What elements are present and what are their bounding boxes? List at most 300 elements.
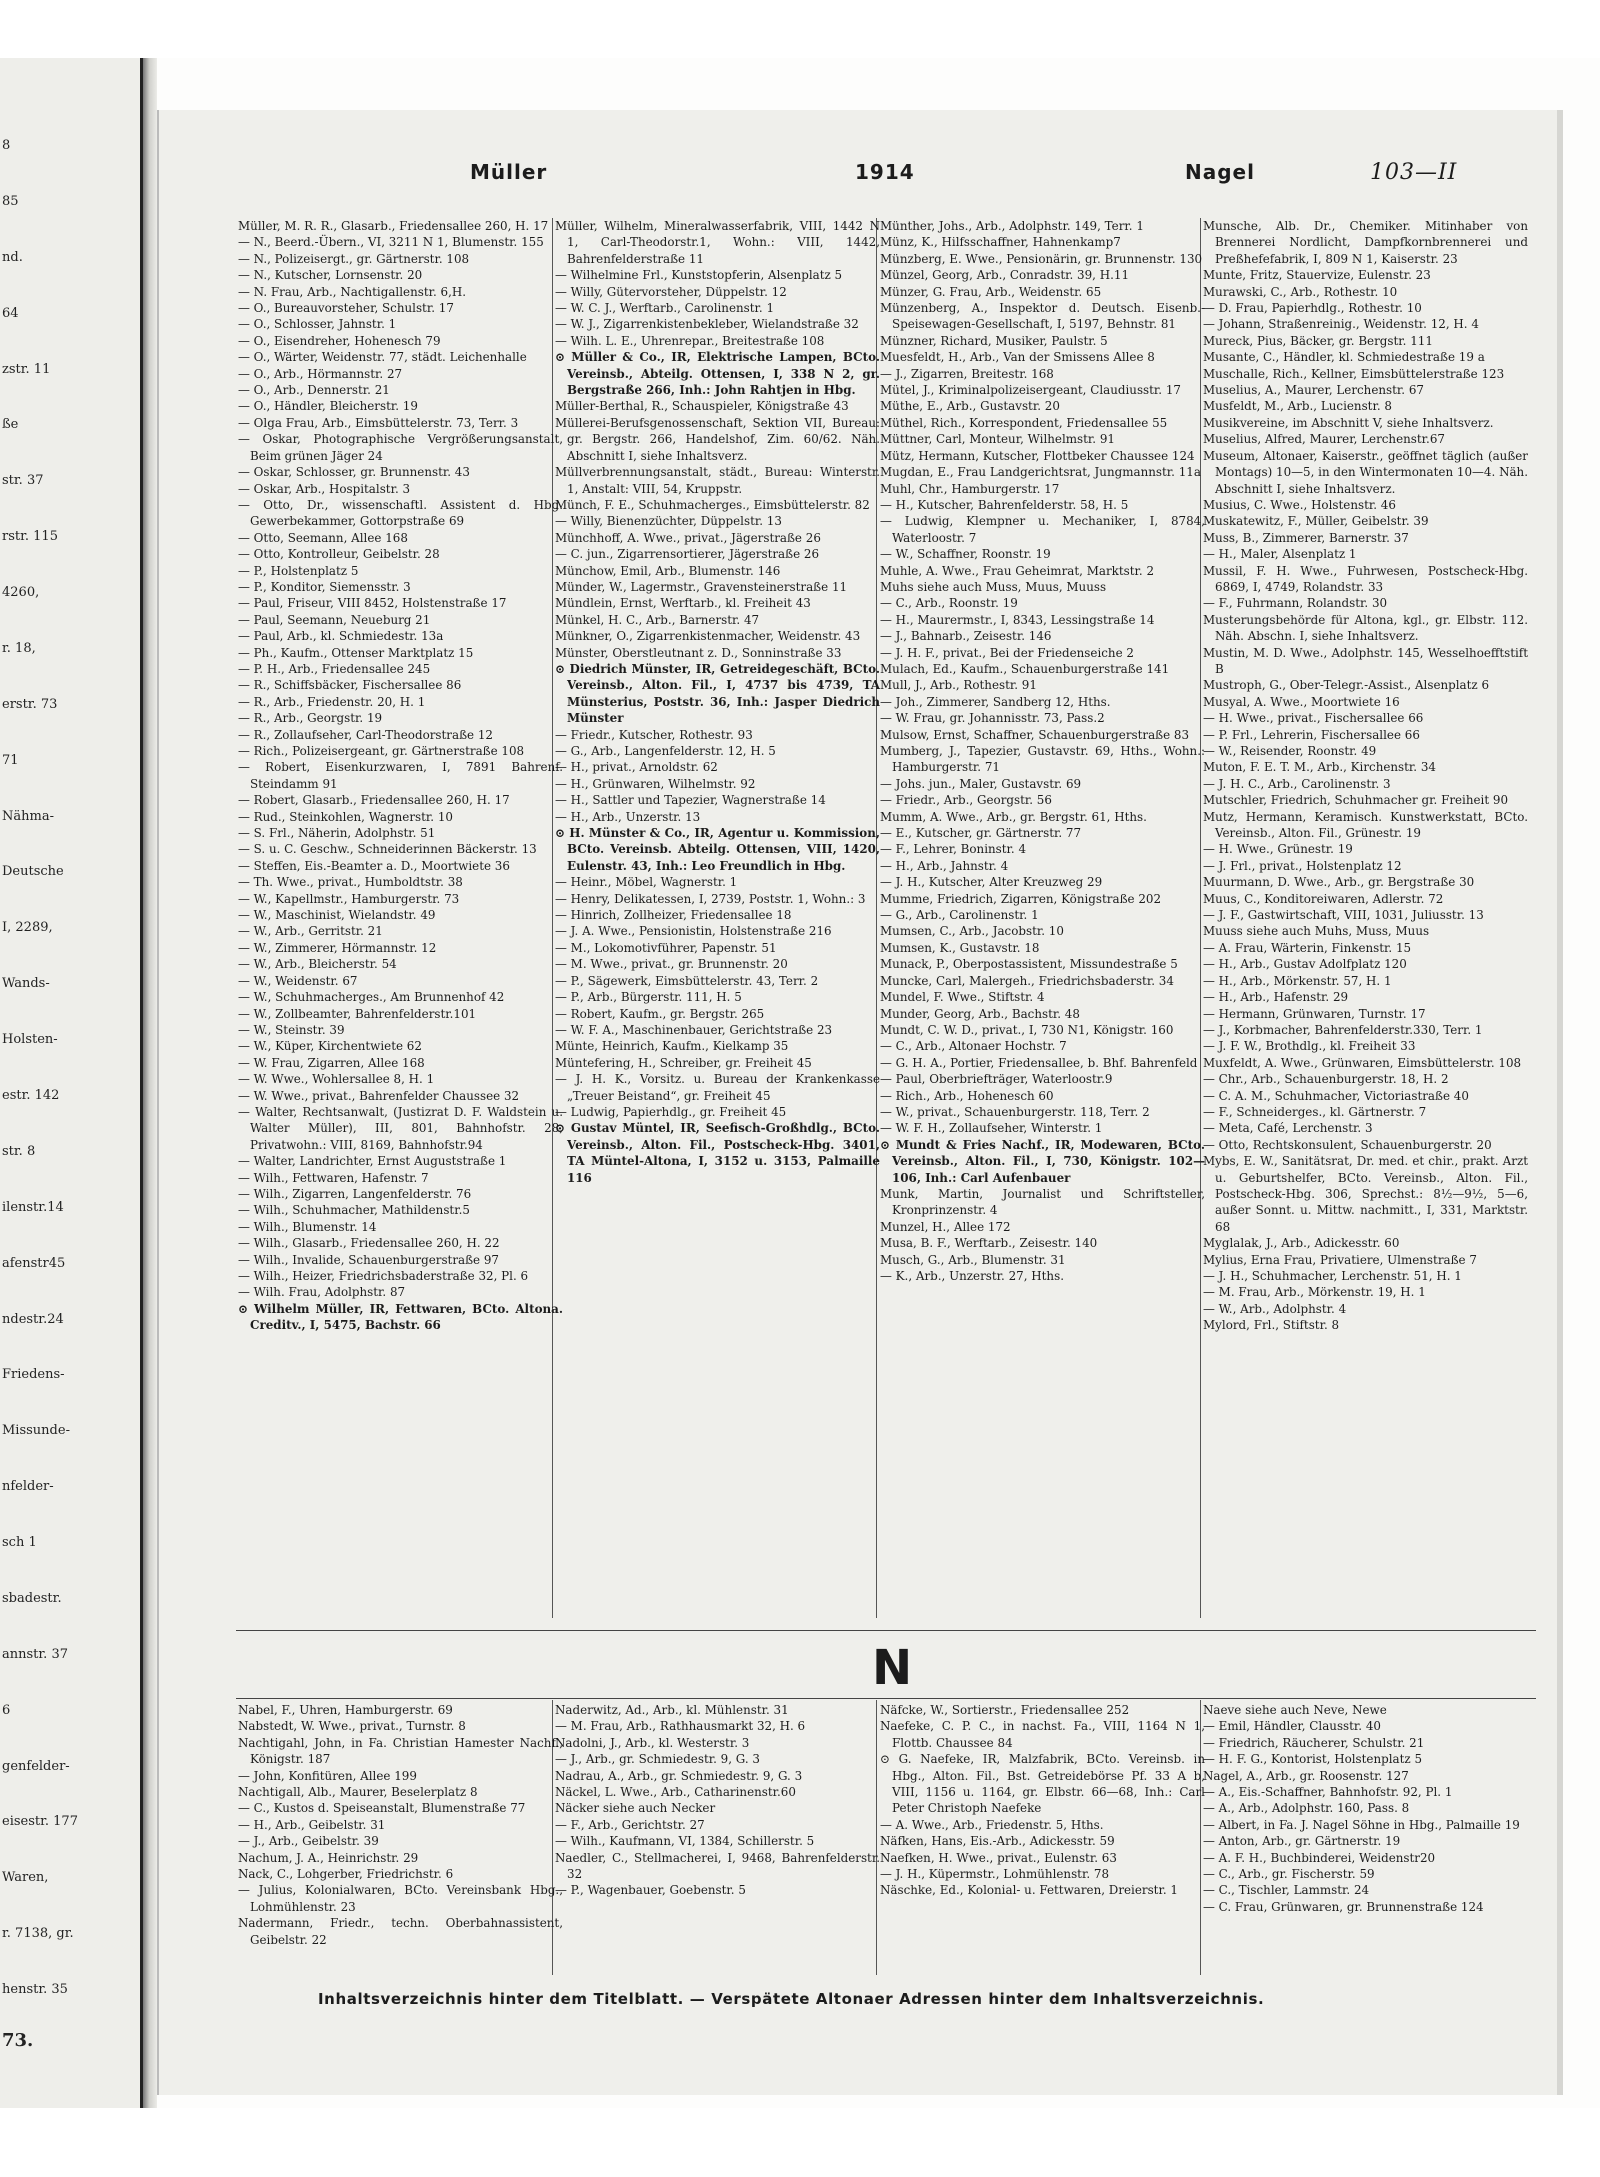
directory-entry: Muncke, Carl, Malergeh., Friedrichsbaderstr. 34 <box>880 973 1174 988</box>
directory-entry: — W., Zollbeamter, Bahrenfelderstr.101 <box>238 1006 477 1021</box>
directory-entry: — Oskar, Schlosser, gr. Brunnenstr. 43 <box>238 465 470 480</box>
directory-entry: — Anton, Arb., gr. Gärtnerstr. 19 <box>1203 1834 1401 1849</box>
directory-entry: Mustroph, G., Ober-Telegr.-Assist., Alsenplatz 6 <box>1203 678 1490 693</box>
directory-entry: — Steffen, Eis.-Beamter a. D., Moortwiete 36 <box>238 858 510 873</box>
directory-entry: — W. Wwe., Wohlersallee 8, H. 1 <box>238 1072 435 1087</box>
directory-entry: — P., Wagenbauer, Goebenstr. 5 <box>555 1883 746 1898</box>
directory-entry: Müller-Berthal, R., Schauspieler, Königstraße 43 <box>555 399 849 414</box>
directory-entry: Munk, Martin, Journalist und Schriftsteller, Kronprinzenstr. 4 <box>880 1186 1205 1218</box>
directory-entry: Nabel, F., Uhren, Hamburgerstr. 69 <box>238 1703 453 1717</box>
directory-entry: — Rich., Arb., Hohenesch 60 <box>880 1088 1054 1103</box>
directory-entry: — Wilh., Fettwaren, Hafenstr. 7 <box>238 1170 429 1185</box>
directory-entry: — S. u. C. Geschw., Schneiderinnen Bäckerstr. 13 <box>238 842 537 857</box>
running-head-year: 1914 <box>855 160 915 184</box>
directory-entry: — A., Eis.-Schaffner, Bahnhofstr. 92, Pl. 1 <box>1203 1785 1453 1800</box>
directory-entry: Muhl, Chr., Hamburgerstr. 17 <box>880 481 1060 496</box>
directory-entry: Naefken, H. Wwe., privat., Eulenstr. 63 <box>880 1850 1117 1865</box>
directory-entry: — Wilh., Zigarren, Langenfelderstr. 76 <box>238 1186 472 1201</box>
previous-page-text: eisestr. 177 <box>2 1814 78 1830</box>
directory-entry: Münzenberg, A., Inspektor d. Deutsch. Eisenb.-Speisewagen-Gesellschaft, I, 5197, Behnstr. 81 <box>880 301 1205 332</box>
directory-entry: Münther, Johs., Arb., Adolphstr. 149, Terr. 1 <box>880 219 1144 233</box>
directory-entry: Münzel, Georg, Arb., Conradstr. 39, H.11 <box>880 268 1130 283</box>
directory-entry: Münzner, Richard, Musiker, Paulstr. 5 <box>880 333 1108 348</box>
previous-page-text: ße <box>2 417 19 433</box>
directory-entry: — W., Steinstr. 39 <box>238 1022 345 1037</box>
directory-entry: — H., Arb., Jahnstr. 4 <box>880 858 1009 873</box>
directory-entry: — M. Frau, Arb., Mörkenstr. 19, H. 1 <box>1203 1285 1426 1300</box>
directory-entry: — J. H., Schuhmacher, Lerchenstr. 51, H. 1 <box>1203 1269 1462 1283</box>
previous-page-text: Nähma- <box>2 808 54 824</box>
directory-entry: Mulsow, Ernst, Schaffner, Schauenburgerstraße 83 <box>880 727 1190 742</box>
directory-entry: — Wilh., Blumenstr. 14 <box>238 1219 377 1234</box>
directory-entry: — H., Arb., Mörkenstr. 57, H. 1 <box>1203 973 1392 988</box>
directory-entry: — W., Zimmerer, Hörmannstr. 12 <box>238 940 437 955</box>
previous-page-text: 85 <box>2 193 19 209</box>
directory-entry: — Wilh., Heizer, Friedrichsbaderstraße 32, Pl. 6 <box>238 1269 529 1283</box>
previous-page-text: Wands- <box>2 976 50 992</box>
directory-entry: Mylord, Frl., Stiftstr. 8 <box>1203 1318 1340 1333</box>
directory-entry: — H. F. G., Kontorist, Holstenplatz 5 <box>1203 1752 1423 1767</box>
directory-entry: Naeve siehe auch Neve, Newe <box>1203 1703 1387 1717</box>
directory-entry: — Robert, Eisenkurzwaren, I, 7891 Bahrenf. Steindamm 91 <box>238 760 563 791</box>
directory-entry: — R., Arb., Friedenstr. 20, H. 1 <box>238 694 426 709</box>
directory-entry: — J., Arb., Geibelstr. 39 <box>238 1834 379 1849</box>
directory-entry: — Otto, Dr., wissenschaftl. Assistent d. Hbg. Gewerbekammer, Gottorpstraße 69 <box>238 497 563 529</box>
directory-entry: Munsche, Alb. Dr., Chemiker. Mitinhaber von Brennerei Nordlicht, Dampfkornbrennerei und Preßhefefabrik, I, 809 N 1, Kaiserstr. 23 <box>1203 219 1528 266</box>
directory-entry: — H., Arb., Hafenstr. 29 <box>1203 990 1349 1005</box>
previous-page-text: Missunde- <box>2 1423 70 1439</box>
directory-entry: ⊙ G. Naefeke, IR, Malzfabrik, BCto. Vereinsb. in Hbg., Alton. Fil., Bst. Getreidebörse Pf. 33 A b, VIII, 1156 u. 1164, gr. Elbstr. 66—68, Inh.: Carl Peter Christoph Naefeke <box>880 1752 1205 1816</box>
directory-entry: Muselius, Alfred, Maurer, Lerchenstr.67 <box>1203 432 1445 447</box>
directory-entry: — Chr., Arb., Schauenburgerstr. 18, H. 2 <box>1203 1072 1449 1087</box>
directory-entry: — John, Konfitüren, Allee 199 <box>238 1768 417 1783</box>
directory-entry: — W., Küper, Kirchentwiete 62 <box>238 1039 422 1054</box>
directory-entry: — W., Arb., Bleicherstr. 54 <box>238 957 397 972</box>
directory-entry: — Otto, Kontrolleur, Geibelstr. 28 <box>238 547 440 562</box>
previous-page-text: Holsten- <box>2 1032 58 1048</box>
directory-entry: — W. C. J., Werftarb., Carolinenstr. 1 <box>555 301 775 316</box>
directory-column-4 <box>1203 218 1528 1334</box>
previous-page-text: Friedens- <box>2 1367 65 1383</box>
directory-entry: — Willy, Bienenzüchter, Düppelstr. 13 <box>555 514 782 529</box>
directory-entry: ⊙ Diedrich Münster, IR, Getreidegeschäft, BCto. Vereinsb., Alton. Fil., I, 4737 bis 4739, TA Münsterius, Poststr. 36, Inh.: Jasper Diedrich Münster <box>555 661 880 726</box>
section-divider <box>236 1630 1536 1631</box>
directory-entry: — D. Frau, Papierhdlg., Rothestr. 10 <box>1203 301 1422 316</box>
directory-entry: — W., Arb., Gerritstr. 21 <box>238 924 383 939</box>
directory-entry: Musius, C. Wwe., Holstenstr. 46 <box>1203 497 1396 512</box>
previous-page-text: sch 1 <box>2 1535 37 1551</box>
directory-entry: — F., Schneiderges., kl. Gärtnerstr. 7 <box>1203 1104 1427 1119</box>
directory-entry: — W., Arb., Adolphstr. 4 <box>1203 1301 1347 1316</box>
directory-entry: Näschke, Ed., Kolonial- u. Fettwaren, Dreierstr. 1 <box>880 1883 1178 1898</box>
directory-entry: Naedler, C., Stellmacherei, I, 9468, Bahrenfelderstr. 32 <box>555 1850 880 1882</box>
directory-entry: Munte, Fritz, Stauervize, Eulenstr. 23 <box>1203 268 1431 283</box>
directory-entry: — W. Frau, Zigarren, Allee 168 <box>238 1055 425 1070</box>
directory-entry: Mündlein, Ernst, Werftarb., kl. Freiheit 43 <box>555 596 811 611</box>
directory-entry: — S. Frl., Näherin, Adolphstr. 51 <box>238 826 436 841</box>
directory-entry: — O., Arb., Dennerstr. 21 <box>238 383 390 398</box>
directory-entry: — F., Lehrer, Boninstr. 4 <box>880 842 1027 857</box>
previous-page-text: rstr. 115 <box>2 529 58 545</box>
directory-entry: Mumsen, C., Arb., Jacobstr. 10 <box>880 924 1064 939</box>
directory-entry: — Ludwig, Papierhdlg., gr. Freiheit 45 <box>555 1104 787 1119</box>
directory-entry: Mumsen, K., Gustavstr. 18 <box>880 940 1040 955</box>
directory-entry: — H., privat., Arnoldstr. 62 <box>555 760 718 775</box>
directory-entry: Näfcke, W., Sortierstr., Friedensallee 252 <box>880 1703 1130 1717</box>
directory-entry: — Henry, Delikatessen, I, 2739, Poststr. 1, Wohn.: 3 <box>555 891 866 906</box>
directory-entry: — Oskar, Arb., Hospitalstr. 3 <box>238 481 411 496</box>
directory-entry: — Rich., Polizeisergeant, gr. Gärtnerstraße 108 <box>238 744 525 758</box>
directory-entry: — J. A. Wwe., Pensionistin, Holstenstraße 216 <box>555 924 832 939</box>
previous-page-text: 4260, <box>2 585 40 601</box>
directory-entry: Näfken, Hans, Eis.-Arb., Adickesstr. 59 <box>880 1834 1115 1849</box>
directory-entry: Mundt, C. W. D., privat., I, 730 N1, Königstr. 160 <box>880 1022 1174 1037</box>
directory-entry: Mustin, M. D. Wwe., Adolphstr. 145, Wesselhoefftstift B <box>1203 645 1528 676</box>
directory-entry: Mumm, A. Wwe., Arb., gr. Bergstr. 61, Hths. <box>880 809 1147 824</box>
directory-entry: Mureck, Pius, Bäcker, gr. Bergstr. 111 <box>1203 333 1433 348</box>
directory-entry: Müllerei-Berufsgenossenschaft, Sektion VII, Bureau: gr. Bergstr. 266, Handelshof, Zim. 60/62. Näh. Abschnitt I, siehe Inhaltsverz. <box>555 415 880 463</box>
directory-entry: Mussil, F. H. Wwe., Fuhrwesen, Postscheck-Hbg. 6869, I, 4749, Rolandstr. 33 <box>1203 563 1528 594</box>
directory-entry: — P., Sägewerk, Eimsbüttelerstr. 43, Terr. 2 <box>555 973 819 988</box>
directory-entry: Münz, K., Hilfsschaffner, Hahnenkamp7 <box>880 235 1121 250</box>
previous-page-fragment <box>0 58 143 2108</box>
section-divider <box>236 1698 1536 1699</box>
directory-entry: — C., Arb., Altonaer Hochstr. 7 <box>880 1039 1067 1054</box>
n-column-3 <box>880 1702 1205 1899</box>
directory-entry: — Wilh. Frau, Adolphstr. 87 <box>238 1285 406 1300</box>
directory-entry: ⊙ Mundt & Fries Nachf., IR, Modewaren, BCto. Vereinsb., Alton. Fil., I, 730, Königstr. 102—106, Inh.: Carl Aufenbauer <box>880 1137 1205 1185</box>
directory-entry: — Wilh., Schuhmacher, Mathildenstr.5 <box>238 1203 470 1218</box>
directory-entry: Muesfeldt, H., Arb., Van der Smissens Allee 8 <box>880 350 1155 365</box>
directory-entry: Mutz, Hermann, Keramisch. Kunstwerkstatt, BCto. Vereinsb., Alton. Fil., Grünestr. 19 <box>1203 809 1528 841</box>
directory-entry: — P., Arb., Bürgerstr. 111, H. 5 <box>555 990 742 1005</box>
directory-entry: — Willy, Gütervorsteher, Düppelstr. 12 <box>555 284 787 299</box>
directory-entry: Murawski, C., Arb., Rothestr. 10 <box>1203 284 1398 299</box>
previous-page-text: sbadestr. <box>2 1590 62 1606</box>
directory-entry: — H., Grünwaren, Wilhelmstr. 92 <box>555 776 756 791</box>
directory-entry: — Oskar, Photographische Vergrößerungsanstalt, Beim grünen Jäger 24 <box>238 432 563 463</box>
directory-entry: — Wilhelmine Frl., Kunststopferin, Alsenplatz 5 <box>555 268 843 283</box>
directory-entry: — J. H. K., Vorsitz. u. Bureau der Krankenkasse „Treuer Beistand“, gr. Freiheit 45 <box>555 1072 880 1103</box>
directory-entry: Myglalak, J., Arb., Adickesstr. 60 <box>1203 1236 1400 1251</box>
directory-entry: — W. F. H., Zollaufseher, Winterstr. 1 <box>880 1121 1103 1136</box>
previous-page-text: genfelder- <box>2 1758 70 1774</box>
directory-entry: — Meta, Café, Lerchenstr. 3 <box>1203 1121 1373 1136</box>
previous-page-text: nd. <box>2 249 23 265</box>
directory-entry: Nagel, A., Arb., gr. Roosenstr. 127 <box>1203 1768 1409 1783</box>
n-column-1 <box>238 1702 563 1948</box>
directory-entry: Nachum, J. A., Heinrichstr. 29 <box>238 1850 419 1865</box>
section-letter: N <box>872 1640 913 1696</box>
directory-entry: — Wilh., Invalide, Schauenburgerstraße 97 <box>238 1252 499 1267</box>
directory-entry: — C. Frau, Grünwaren, gr. Brunnenstraße 124 <box>1203 1899 1484 1914</box>
directory-entry: — Robert, Glasarb., Friedensallee 260, H. 17 <box>238 793 510 808</box>
directory-entry: — Ph., Kaufm., Ottenser Marktplatz 15 <box>238 645 474 660</box>
directory-entry: — H., Kutscher, Bahrenfelderstr. 58, H. 5 <box>880 497 1129 512</box>
directory-entry: Mutschler, Friedrich, Schuhmacher gr. Freiheit 90 <box>1203 793 1509 808</box>
directory-entry: Muschalle, Rich., Kellner, Eimsbüttelerstraße 123 <box>1203 366 1505 381</box>
previous-page-text: nfelder- <box>2 1479 54 1495</box>
running-head-right: Nagel <box>1185 160 1255 184</box>
directory-entry: Mylius, Erna Frau, Privatiere, Ulmenstraße 7 <box>1203 1252 1477 1267</box>
directory-entry: Muskatewitz, F., Müller, Geibelstr. 39 <box>1203 514 1429 529</box>
directory-entry: — Otto, Seemann, Allee 168 <box>238 530 408 545</box>
directory-entry: — H., Maler, Alsenplatz 1 <box>1203 547 1357 562</box>
directory-entry: Münzberg, E. Wwe., Pensionärin, gr. Brunnenstr. 130 <box>880 251 1203 266</box>
directory-entry: — O., Wärter, Weidenstr. 77, städt. Leichenhalle <box>238 350 527 365</box>
directory-entry: Muhs siehe auch Muss, Muus, Muuss <box>880 579 1107 594</box>
directory-entry: Münder, W., Lagermstr., Gravensteinerstraße 11 <box>555 579 848 594</box>
directory-entry: — C., Tischler, Lammstr. 24 <box>1203 1883 1370 1898</box>
directory-entry: — G., Arb., Carolinenstr. 1 <box>880 908 1039 923</box>
directory-entry: — W. Frau, gr. Johannisstr. 73, Pass.2 <box>880 711 1105 726</box>
directory-entry: — Heinr., Möbel, Wagnerstr. 1 <box>555 875 738 890</box>
directory-entry: — Friedrich, Räucherer, Schulstr. 21 <box>1203 1735 1425 1750</box>
directory-entry: — Friedr., Kutscher, Rothestr. 93 <box>555 727 753 742</box>
directory-entry: — M., Lokomotivführer, Papenstr. 51 <box>555 940 777 955</box>
directory-entry: — N., Kutscher, Lornsenstr. 20 <box>238 268 423 283</box>
directory-entry: — H., Arb., Geibelstr. 31 <box>238 1817 386 1832</box>
directory-entry: Mugdan, E., Frau Landgerichtsrat, Jungmannstr. 11a <box>880 465 1201 480</box>
previous-page-text: ndestr.24 <box>2 1311 64 1327</box>
directory-entry: Münkner, O., Zigarrenkistenmacher, Weidenstr. 43 <box>555 629 861 644</box>
directory-entry: Muuss siehe auch Muhs, Muss, Muus <box>1203 924 1430 939</box>
directory-entry: — G. H. A., Portier, Friedensallee, b. Bhf. Bahrenfeld <box>880 1055 1198 1070</box>
directory-entry: — N., Beerd.-Übern., VI, 3211 N 1, Blumenstr. 155 <box>238 235 544 250</box>
directory-entry: — Wilh. L. E., Uhrenrepar., Breitestraße 108 <box>555 333 825 348</box>
directory-entry: ⊙ Gustav Müntel, IR, Seefisch-Großhdlg., BCto. Vereinsb., Alton. Fil., Postscheck-Hbg. 3401, TA Müntel-Altona, I, 3152 u. 3153, Palmaille 116 <box>555 1121 880 1185</box>
directory-entry: — K., Arb., Unzerstr. 27, Hths. <box>880 1269 1064 1283</box>
previous-page-text: Deutsche <box>2 864 64 880</box>
directory-entry: — C., Kustos d. Speiseanstalt, Blumenstraße 77 <box>238 1801 526 1816</box>
directory-entry: ⊙ H. Münster & Co., IR, Agentur u. Kommission, BCto. Vereinsb. Abteilg. Ottensen, VIII, 1420, Eulenstr. 43, Inh.: Leo Freundlich in Hbg. <box>555 826 880 873</box>
directory-entry: — Emil, Händler, Clausstr. 40 <box>1203 1719 1381 1734</box>
directory-entry: Musikvereine, im Abschnitt V, siehe Inhaltsverz. <box>1203 415 1494 430</box>
directory-entry: — F., Arb., Gerichtstr. 27 <box>555 1817 705 1832</box>
directory-entry: — O., Händler, Bleicherstr. 19 <box>238 399 418 414</box>
directory-entry: — Joh., Zimmerer, Sandberg 12, Hths. <box>880 694 1111 709</box>
directory-entry: Näcker siehe auch Necker <box>555 1801 716 1816</box>
previous-page-text: r. 18, <box>2 640 36 656</box>
n-column-4 <box>1203 1702 1528 1915</box>
directory-entry: — J. Frl., privat., Holstenplatz 12 <box>1203 858 1402 873</box>
directory-entry: Nack, C., Lohgerber, Friedrichstr. 6 <box>238 1867 454 1882</box>
previous-page-text: zstr. 11 <box>2 361 51 377</box>
directory-entry: — A. Frau, Wärterin, Finkenstr. 15 <box>1203 940 1412 955</box>
directory-entry: — P., Holstenplatz 5 <box>238 563 359 578</box>
directory-entry: — N., Polizeisergt., gr. Gärtnerstr. 108 <box>238 251 470 266</box>
directory-entry: — A. Wwe., Arb., Friedenstr. 5, Hths. <box>880 1817 1104 1832</box>
directory-entry: — Paul, Arb., kl. Schmiedestr. 13a <box>238 629 444 644</box>
directory-entry: Munack, P., Oberpostassistent, Missundestraße 5 <box>880 957 1178 972</box>
previous-page-text: 8 <box>2 138 11 153</box>
directory-entry: Mütel, J., Kriminalpolizeisergeant, Claudiusstr. 17 <box>880 383 1181 398</box>
directory-entry: Nachtigall, Alb., Maurer, Beselerplatz 8 <box>238 1785 478 1800</box>
directory-entry: Näckel, L. Wwe., Arb., Catharinenstr.60 <box>555 1785 796 1800</box>
previous-page-text: Waren, <box>2 1870 49 1886</box>
directory-entry: Münzer, G. Frau, Arb., Weidenstr. 65 <box>880 284 1102 299</box>
directory-entry: — N. Frau, Arb., Nachtigallenstr. 6,H. <box>238 284 467 299</box>
directory-entry: Nadolni, J., Arb., kl. Westerstr. 3 <box>555 1735 750 1750</box>
directory-entry: — C. A. M., Schuhmacher, Victoriastraße 40 <box>1203 1088 1469 1103</box>
directory-entry: Müntefering, H., Schreiber, gr. Freiheit 45 <box>555 1055 812 1070</box>
directory-entry: — R., Schiffsbäcker, Fischersallee 86 <box>238 678 462 693</box>
directory-entry: — M. Frau, Arb., Rathhausmarkt 32, H. 6 <box>555 1719 806 1734</box>
directory-entry: — W., Reisender, Roonstr. 49 <box>1203 744 1377 758</box>
page-number: 103—II <box>1370 160 1458 185</box>
previous-page-text: henstr. 35 <box>2 1982 68 1998</box>
directory-entry: Münchow, Emil, Arb., Blumenstr. 146 <box>555 563 781 578</box>
directory-entry: — H. Wwe., privat., Fischersallee 66 <box>1203 711 1424 726</box>
directory-entry: — J. H., Küpermstr., Lohmühlenstr. 78 <box>880 1867 1110 1882</box>
directory-entry: — W., privat., Schauenburgerstr. 118, Terr. 2 <box>880 1104 1150 1119</box>
directory-entry: ⊙ Müller & Co., IR, Elektrische Lampen, BCto. Vereinsb., Abteilg. Ottensen, I, 338 N 2, gr. Bergstraße 266, Inh.: John Rahtjen in Hbg. <box>555 350 880 398</box>
directory-entry: — J., Arb., gr. Schmiedestr. 9, G. 3 <box>555 1752 760 1767</box>
directory-entry: — W., Kapellmstr., Hamburgerstr. 73 <box>238 891 460 906</box>
previous-page-text: str. 37 <box>2 473 44 489</box>
directory-entry: — Rud., Steinkohlen, Wagnerstr. 10 <box>238 809 453 824</box>
directory-entry: Nabstedt, W. Wwe., privat., Turnstr. 8 <box>238 1719 466 1734</box>
directory-entry: — O., Schlosser, Jahnstr. 1 <box>238 317 397 332</box>
previous-page-text: afenstr45 <box>2 1255 66 1271</box>
directory-entry: — Paul, Friseur, VIII 8452, Holstenstraße 17 <box>238 596 507 611</box>
directory-entry: — J., Zigarren, Breitestr. 168 <box>880 366 1054 381</box>
previous-page-text: I, 2289, <box>2 920 53 936</box>
directory-entry: — J. H. F., privat., Bei der Friedenseiche 2 <box>880 645 1134 660</box>
previous-page-text: estr. 142 <box>2 1088 60 1103</box>
directory-entry: — W. J., Zigarrenkistenbekleber, Wielandstraße 32 <box>555 317 859 332</box>
directory-entry: — J., Bahnarb., Zeisestr. 146 <box>880 629 1052 644</box>
directory-entry: Mumme, Friedrich, Zigarren, Königstraße 202 <box>880 891 1162 906</box>
directory-entry: Müller, Wilhelm, Mineralwasserfabrik, VIII, 1442 N 1, Carl-Theodorstr.1, Wohn.: VIII, 1442, Bahrenfelderstraße 11 <box>555 219 880 266</box>
page-edge <box>1557 110 1563 2095</box>
directory-entry: — O., Eisendreher, Hohenesch 79 <box>238 333 441 348</box>
previous-page-footer: 73. <box>2 2030 34 2051</box>
directory-entry: Münkel, H. C., Arb., Barnerstr. 47 <box>555 612 760 627</box>
previous-page-text: erstr. 73 <box>2 696 58 712</box>
directory-entry: — C., Arb., Roonstr. 19 <box>880 596 1018 611</box>
directory-entry: Muton, F. E. T. M., Arb., Kirchenstr. 34 <box>1203 760 1436 775</box>
directory-entry: — R., Zollaufseher, Carl-Theodorstraße 12 <box>238 727 493 742</box>
directory-column-1 <box>238 218 563 1334</box>
directory-entry: — W. Wwe., privat., Bahrenfelder Chaussee 32 <box>238 1088 520 1103</box>
directory-entry: Mundel, F. Wwe., Stiftstr. 4 <box>880 990 1045 1005</box>
directory-entry: — H. Wwe., Grünestr. 19 <box>1203 842 1353 857</box>
directory-entry: — P. Frl., Lehrerin, Fischersallee 66 <box>1203 727 1420 742</box>
directory-entry: — Hinrich, Zollheizer, Friedensallee 18 <box>555 908 792 923</box>
directory-entry: — H., Arb., Unzerstr. 13 <box>555 809 701 824</box>
directory-entry: Müller, M. R. R., Glasarb., Friedensallee 260, H. 17 <box>238 219 549 233</box>
directory-entry: — P. H., Arb., Friedensallee 245 <box>238 661 431 676</box>
directory-entry: Musyal, A. Wwe., Moortwiete 16 <box>1203 694 1400 709</box>
directory-entry: — P., Konditor, Siemensstr. 3 <box>238 579 411 594</box>
directory-entry: — O., Bureauvorsteher, Schulstr. 17 <box>238 301 454 316</box>
directory-entry: — J. F., Gastwirtschaft, VIII, 1031, Juliusstr. 13 <box>1203 908 1484 923</box>
directory-entry: — Otto, Rechtskonsulent, Schauenburgerstr. 20 <box>1203 1137 1492 1152</box>
directory-entry: — Paul, Oberbriefträger, Waterloostr.9 <box>880 1072 1113 1087</box>
directory-entry: — H., Sattler und Tapezier, Wagnerstraße 14 <box>555 793 826 808</box>
directory-entry: — W., Schaffner, Roonstr. 19 <box>880 547 1051 562</box>
directory-entry: Munzel, H., Allee 172 <box>880 1219 1011 1234</box>
directory-entry: — W., Weidenstr. 67 <box>238 973 358 988</box>
previous-page-text: ilenstr.14 <box>2 1199 64 1215</box>
directory-entry: — Th. Wwe., privat., Humboldtstr. 38 <box>238 875 463 890</box>
directory-entry: Muselius, A., Maurer, Lerchenstr. 67 <box>1203 383 1424 398</box>
directory-entry: ⊙ Wilhelm Müller, IR, Fettwaren, BCto. Altona. Creditv., I, 5475, Bachstr. 66 <box>238 1301 563 1333</box>
directory-entry: Münster, Oberstleutnant z. D., Sonninstraße 33 <box>555 645 842 660</box>
directory-entry: — C. jun., Zigarrensortierer, Jägerstraße 26 <box>555 547 820 562</box>
directory-entry: — Albert, in Fa. J. Nagel Söhne in Hbg., Palmaille 19 <box>1203 1817 1520 1832</box>
directory-entry: — Ludwig, Klempner u. Mechaniker, I, 8784, Waterloostr. 7 <box>880 514 1205 545</box>
running-head <box>230 160 1570 190</box>
directory-entry: Müllverbrennungsanstalt, städt., Bureau: Winterstr. 1, Anstalt: VIII, 54, Kruppstr. <box>555 465 880 496</box>
directory-entry: Naefeke, C. P. C., in nachst. Fa., VIII, 1164 N 1, Flottb. Chaussee 84 <box>880 1719 1205 1750</box>
directory-entry: — W., Schuhmacherges., Am Brunnenhof 42 <box>238 990 505 1005</box>
directory-entry: — G., Arb., Langenfelderstr. 12, H. 5 <box>555 744 776 758</box>
directory-entry: Nadrau, A., Arb., gr. Schmiedestr. 9, G. 3 <box>555 1768 803 1783</box>
directory-entry: — C., Arb., gr. Fischerstr. 59 <box>1203 1867 1375 1882</box>
directory-entry: Nadermann, Friedr., techn. Oberbahnassistent, Geibelstr. 22 <box>238 1916 563 1947</box>
directory-entry: Münte, Heinrich, Kaufm., Kielkamp 35 <box>555 1039 789 1054</box>
directory-entry: Muss, B., Zimmerer, Barnerstr. 37 <box>1203 530 1409 545</box>
previous-page-text: str. 8 <box>2 1143 36 1159</box>
directory-entry: Muus, C., Konditoreiwaren, Adlerstr. 72 <box>1203 891 1444 906</box>
directory-entry: — Hermann, Grünwaren, Turnstr. 17 <box>1203 1006 1426 1021</box>
directory-entry: — J. F. W., Brothdlg., kl. Freiheit 33 <box>1203 1039 1416 1054</box>
directory-entry: — H., Arb., Gustav Adolfplatz 120 <box>1203 957 1407 972</box>
directory-entry: Munder, Georg, Arb., Bachstr. 48 <box>880 1006 1080 1021</box>
scanner-margin-bottom <box>0 2108 1600 2177</box>
directory-entry: — W., Maschinist, Wielandstr. 49 <box>238 908 436 923</box>
directory-entry: Münch, F. E., Schuhmacherges., Eimsbüttelerstr. 82 <box>555 497 870 512</box>
previous-page-text: 71 <box>2 752 19 768</box>
directory-entry: Mulach, Ed., Kaufm., Schauenburgerstraße 141 <box>880 661 1170 676</box>
n-column-2 <box>555 1702 880 1899</box>
directory-entry: — Johs. jun., Maler, Gustavstr. 69 <box>880 776 1082 791</box>
directory-entry: — A., Arb., Adolphstr. 160, Pass. 8 <box>1203 1801 1410 1816</box>
directory-entry: — Robert, Kaufm., gr. Bergstr. 265 <box>555 1006 765 1021</box>
directory-entry: — J. H. C., Arb., Carolinenstr. 3 <box>1203 776 1391 791</box>
previous-page-text: 6 <box>2 1702 11 1718</box>
directory-entry: — Wilh., Kaufmann, VI, 1384, Schillerstr. 5 <box>555 1834 815 1849</box>
directory-entry: Mull, J., Arb., Rothestr. 91 <box>880 678 1037 693</box>
directory-entry: Nachtigahl, John, in Fa. Christian Hamester Nachf., Königstr. 187 <box>238 1735 563 1767</box>
directory-entry: Muurmann, D. Wwe., Arb., gr. Bergstraße 30 <box>1203 875 1475 890</box>
directory-entry: — Olga Frau, Arb., Eimsbüttelerstr. 73, Terr. 3 <box>238 415 519 430</box>
scanner-margin-top <box>0 0 1600 58</box>
directory-entry: Mybs, E. W., Sanitätsrat, Dr. med. et chir., prakt. Arzt u. Geburtshelfer, BCto. Vereinsb., Alton. Fil., Postscheck-Hbg. 306, Sprechst.: 8½—9½, 5—6, außer Sonnt. u. Mittw. nachmitt., I, 331, Marktstr. 68 <box>1203 1154 1528 1234</box>
directory-entry: — A. F. H., Buchbinderei, Weidenstr20 <box>1203 1850 1436 1865</box>
directory-entry: Müttner, Carl, Monteur, Wilhelmstr. 91 <box>880 432 1115 447</box>
directory-entry: — Johann, Straßenreinig., Weidenstr. 12, H. 4 <box>1203 317 1479 332</box>
directory-entry: — M. Wwe., privat., gr. Brunnenstr. 20 <box>555 957 788 972</box>
directory-entry: Museum, Altonaer, Kaiserstr., geöffnet täglich (außer Montags) 10—5, in den Wintermonaten 10—4. Näh. Abschnitt I, siehe Inhaltsverz. <box>1203 448 1528 496</box>
directory-entry: — E., Kutscher, gr. Gärtnerstr. 77 <box>880 826 1082 841</box>
previous-page-text: r. 7138, gr. <box>2 1926 74 1942</box>
directory-entry: Muxfeldt, A. Wwe., Grünwaren, Eimsbüttelerstr. 108 <box>1203 1055 1522 1070</box>
directory-entry: Mumberg, J., Tapezier, Gustavstr. 69, Hths., Wohn.: Hamburgerstr. 71 <box>880 744 1205 775</box>
directory-entry: Mütz, Hermann, Kutscher, Flottbeker Chaussee 124 <box>880 448 1195 463</box>
directory-entry: — Julius, Kolonialwaren, BCto. Vereinsbank Hbg., Lohmühlenstr. 23 <box>238 1883 563 1914</box>
directory-entry: — H., Maurermstr., I, 8343, Lessingstraße 14 <box>880 612 1155 627</box>
directory-entry: Musterungsbehörde für Altona, kgl., gr. Elbstr. 112. Näh. Abschn. I, siehe Inhaltsverz. <box>1203 612 1528 644</box>
previous-page-text: annstr. 37 <box>2 1646 68 1662</box>
directory-entry: — R., Arb., Georgstr. 19 <box>238 711 383 726</box>
previous-page-text: 64 <box>2 305 19 321</box>
directory-entry: — Walter, Rechtsanwalt, (Justizrat D. F. Waldstein u. Walter Müller), III, 801, Bahnhofstr. 28, Privatwohn.: VIII, 8169, Bahnhofstr.94 <box>238 1104 563 1152</box>
directory-column-3 <box>880 218 1205 1284</box>
directory-entry: Musa, B. F., Werftarb., Zeisestr. 140 <box>880 1236 1098 1251</box>
